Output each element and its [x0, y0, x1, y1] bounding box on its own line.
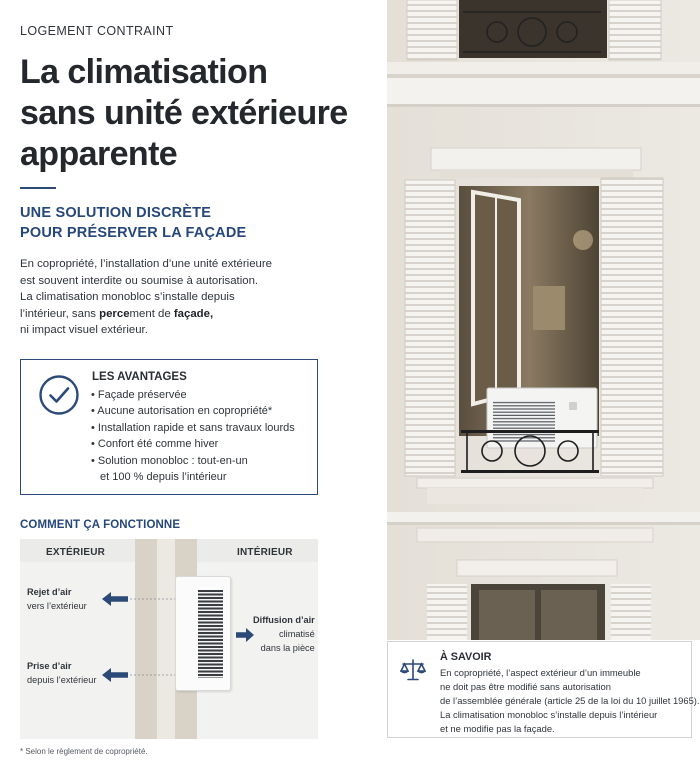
intro-emphasis: perce: [99, 307, 130, 320]
title-line: La climatisation: [20, 53, 268, 91]
intro-line: [20, 306, 350, 323]
arrow-left-icon: [102, 668, 128, 682]
how-it-works-title: COMMENT ÇA FONCTIONNE: [20, 519, 181, 531]
info-line: En copropriété, l’aspect extérieur d’un immeuble: [440, 667, 641, 678]
intake-air-sub: depuis l’extérieur: [27, 675, 97, 685]
section-subtitle: [20, 203, 246, 243]
intake-air-label: [27, 659, 96, 687]
facade-illustration: [387, 0, 700, 640]
info-line: de l’assemblée générale (article 25 de la loi du 10 juillet 1965).: [440, 695, 700, 706]
advantages-title: LES AVANTAGES: [92, 371, 187, 383]
subtitle-line: UNE SOLUTION DISCRÈTE: [20, 205, 212, 221]
facade-photo: [387, 0, 700, 640]
title-line: apparente: [20, 135, 178, 173]
advantage-item: • Confort été comme hiver: [91, 438, 219, 451]
intro-paragraph: [20, 256, 350, 339]
diffusion-air-title: Diffusion d’air: [253, 615, 315, 625]
interior-heading: INTÉRIEUR: [237, 547, 293, 558]
info-box: [387, 641, 700, 738]
arrow-left-icon: [102, 592, 128, 606]
reject-air-label: [27, 585, 87, 613]
info-line: ne doit pas être modifié sans autorisation: [440, 681, 611, 692]
eyebrow-label: LOGEMENT CONTRAINT: [20, 24, 174, 38]
intro-text: ment de: [129, 307, 174, 320]
intro-emphasis: ,: [209, 307, 214, 320]
advantages-list: [91, 387, 295, 485]
title-line: sans unité extérieure: [20, 94, 348, 132]
title-divider: [20, 187, 56, 189]
advantage-item: • Solution monobloc : tout-en-un: [91, 454, 248, 467]
intake-air-title: Prise d’air: [27, 661, 72, 671]
reject-air-title: Rejet d’air: [27, 587, 72, 597]
info-box-title: À SAVOIR: [440, 651, 492, 663]
diffusion-air-sub: climatisé: [279, 629, 315, 639]
monobloc-unit: [175, 576, 231, 691]
intro-line: En copropriété, l’installation d’une unité extérieure: [20, 258, 273, 270]
diffusion-air-label: [253, 613, 315, 655]
airflow-diagram: [20, 539, 318, 739]
check-circle-icon: [38, 374, 80, 416]
unit-grille: [198, 590, 223, 678]
intro-line: est souvent interdite ou soumise à autorisation.: [20, 274, 259, 287]
advantage-item: • Façade préservée: [91, 389, 187, 401]
info-box-text: [440, 666, 700, 736]
arrow-right-icon: [236, 628, 254, 642]
reject-air-sub: vers l’extérieur: [27, 601, 87, 611]
intro-line: ni impact visuel extérieur.: [20, 324, 148, 336]
subtitle-line: POUR PRÉSERVER LA FAÇADE: [20, 225, 247, 241]
footnote: * Selon le règlement de copropriété.: [20, 747, 148, 756]
advantage-item: • Aucune autorisation en copropriété*: [91, 405, 273, 418]
info-line: et ne modifie pas la façade.: [440, 723, 555, 734]
intro-text: l’intérieur, sans: [20, 307, 100, 320]
scale-icon: [400, 658, 426, 682]
intro-emphasis: façade: [173, 307, 210, 320]
advantages-box: [20, 359, 318, 495]
diffusion-air-sub: dans la pièce: [260, 643, 315, 653]
advantage-item-continuation: et 100 % depuis l’intérieur: [100, 471, 227, 484]
info-line: La climatisation monobloc s’installe depuis l’intérieur: [440, 709, 658, 720]
page-title: [20, 52, 370, 175]
advantage-item: • Installation rapide et sans travaux lourds: [91, 421, 295, 434]
exterior-heading: EXTÉRIEUR: [46, 547, 106, 558]
intro-line: La climatisation monobloc s’installe depuis: [20, 291, 235, 303]
